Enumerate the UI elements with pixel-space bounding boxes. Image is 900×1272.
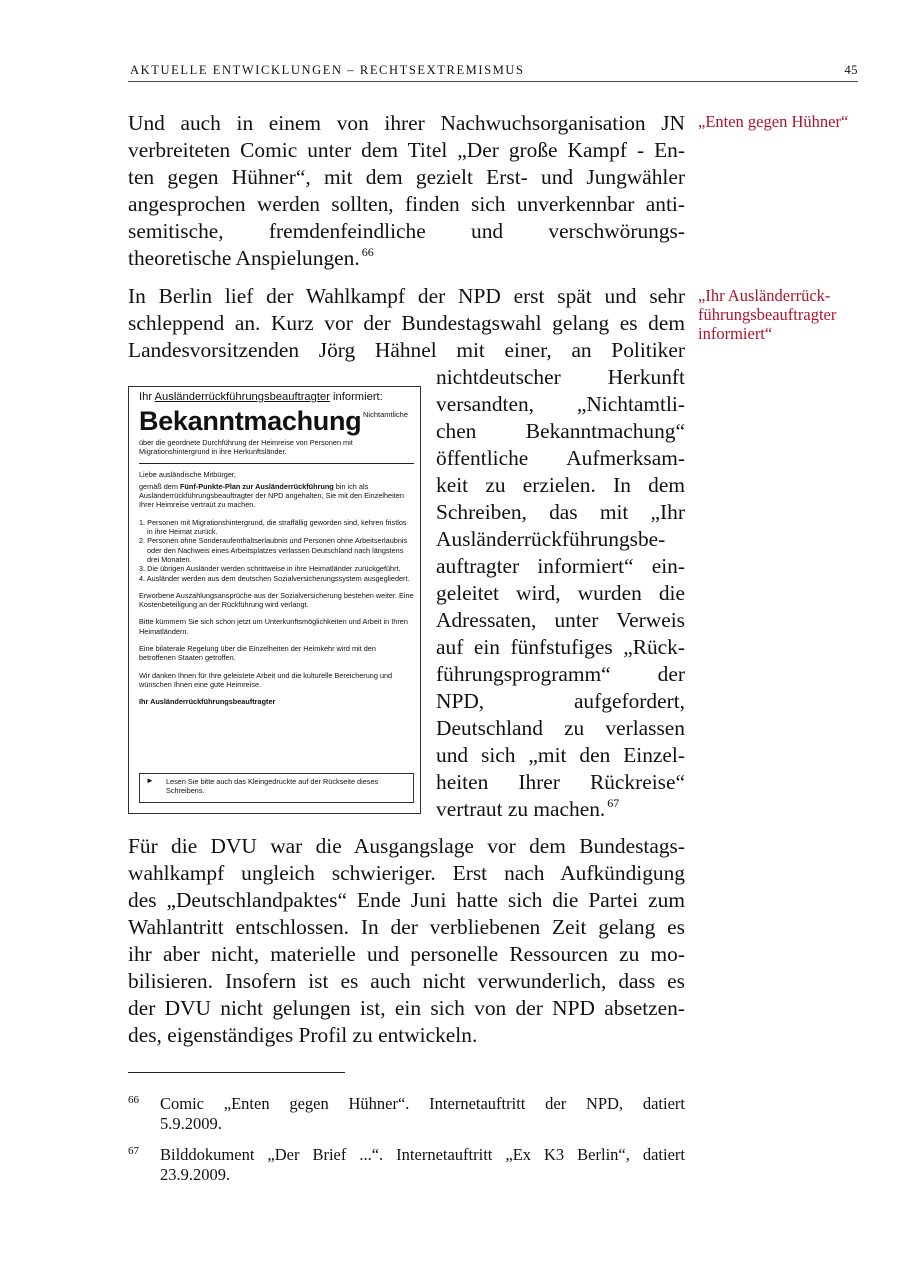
letter-signature: Ihr Ausländerrückführungsbeauftragter — [139, 697, 276, 707]
letter-header-underlined: Ausländerrückführungsbeauftragter — [154, 391, 330, 403]
text-line: Ausländerrückführungsbe- — [436, 527, 666, 551]
text-line-content: vertraut zu machen. — [436, 797, 606, 821]
letter-paragraph: Eine bilaterale Regelung über die Einzelheiten der Heimkehr wird mit den betroffenen Staaten getroffen. — [139, 644, 376, 663]
text-line: keit zu erzielen. In dem — [436, 473, 685, 497]
text-line: Landesvorsitzenden Jörg Hähnel mit einer, an Politiker — [128, 338, 685, 362]
letter-small-label: Nichtamtliche — [362, 410, 408, 419]
footnote-number: 67 — [128, 1145, 139, 1157]
letter-header-suffix: informiert: — [329, 391, 383, 403]
letter-intro — [139, 482, 414, 510]
text-line: verbreiteten Comic unter dem Titel „Der große Kampf - En- — [128, 138, 685, 162]
letter-point: 4. Ausländer werden aus dem deutschen Sozialversicherungssystem ausgegliedert. — [139, 573, 410, 583]
paragraph-3 — [128, 833, 685, 1049]
text-line: Adressaten, unter Verweis — [436, 608, 685, 632]
running-header — [128, 63, 858, 82]
text-line: öffentliche Aufmerksam- — [436, 446, 685, 470]
text-line: ihr aber nicht, materielle und personelle Ressourcen zu mo- — [128, 942, 685, 966]
text-line: versandten, „Nichtamtli- — [436, 392, 685, 416]
footnote-divider — [128, 1072, 345, 1073]
letter-intro-prefix: gemäß dem — [139, 481, 180, 491]
letter-point: 1. Personen mit Migrationshintergrund, die straffällig geworden sind, kehren fristlos in ihre Heimat zurück. — [139, 517, 407, 537]
text-line: bilisieren. Insofern ist es auch nicht verwunderlich, dass es — [128, 969, 685, 993]
text-line: wahlkampf ungleich schwieriger. Erst nach Aufkündigung — [128, 861, 685, 885]
footnote-text — [160, 1094, 685, 1134]
arrow-icon: ► — [146, 776, 154, 785]
text-line: auf ein fünfstufiges „Rück- — [436, 635, 685, 659]
footnote-line: 5.9.2009. — [160, 1114, 222, 1133]
paragraph-2-side-column — [436, 364, 685, 823]
text-line: In Berlin lief der Wahlkampf der NPD erst spät und sehr — [128, 284, 685, 308]
text-line: semitische, fremdenfeindliche und verschwörungs- — [128, 219, 685, 243]
text-line: Für die DVU war die Ausgangslage vor dem Bundestags- — [128, 834, 685, 858]
letter-notice-box — [139, 773, 414, 803]
text-line: Wahlantritt entschlossen. In der verbliebenen Zeit gelang es — [128, 915, 685, 939]
letter-divider — [139, 463, 414, 464]
margin-note-line: führungsbeauftragter — [698, 305, 837, 324]
text-line: des „Deutschlandpaktes“ Ende Juni hatte sich die Partei zum — [128, 888, 685, 912]
text-line — [436, 796, 685, 823]
text-line: Schreiben, das mit „Ihr — [436, 500, 685, 524]
margin-note-line: „Ihr Ausländerrück- — [698, 286, 831, 305]
text-line: heiten Ihrer Rückreise“ — [436, 770, 685, 794]
letter-point: 3. Die übrigen Ausländer werden schrittweise in ihre Heimatländer zurückgeführt. — [139, 564, 401, 574]
letter-points — [139, 518, 414, 583]
text-line — [128, 245, 685, 272]
letter-notice-text: Lesen Sie bitte auch das Kleingedruckte auf der Rückseite dieses Schreibens. — [166, 777, 379, 795]
footnote-number: 66 — [128, 1094, 139, 1106]
text-line: schleppend an. Kurz vor der Bundestagswahl gelang es dem — [128, 311, 685, 335]
text-line: Deutschland zu verlassen — [436, 716, 685, 740]
footnote-line: Bilddokument „Der Brief ...“. Internetauftritt „Ex K3 Berlin“, datiert — [160, 1145, 685, 1164]
text-line: nichtdeutscher Herkunft — [436, 365, 685, 389]
letter-big-title: Bekanntmachung — [139, 406, 362, 436]
text-line: chen Bekanntmachung“ — [436, 419, 685, 443]
text-line: und sich „mit den Einzel- — [436, 743, 685, 767]
footnote-ref-67[interactable]: 67 — [607, 796, 620, 810]
letter-paragraph: Erworbene Auszahlungsansprüche aus der Sozialversicherung bestehen weiter. Eine Kostenbeteiligung an der Rückführung wird verlangt. — [139, 590, 414, 610]
letter-paragraph: Bitte kümmern Sie sich schon jetzt um Unterkunftsmöglichkeiten und Arbeit in Ihren Heimatländern. — [139, 617, 408, 636]
text-line-content: theoretische Anspielungen. — [128, 246, 360, 270]
letter-intro-suffix: bin ich als Ausländerrückführungsbeauftragter der NPD angehalten, Sie mit den Einzelheiten Ihrer Heimreise vertraut zu machen. — [139, 481, 404, 510]
text-line: auftragter informiert“ ein- — [436, 554, 685, 578]
text-line: angesprochen werden sollten, finden sich unverkennbar anti- — [128, 192, 685, 216]
text-line: führungsprogramm“ der — [436, 662, 685, 686]
footnote-line: Comic „Enten gegen Hühner“. Internetauftritt der NPD, datiert — [160, 1094, 685, 1113]
letter-intro-bold: Fünf-Punkte-Plan zur Ausländerrückführung — [179, 481, 334, 491]
margin-note-line: informiert“ — [698, 324, 773, 343]
footnote-ref-66[interactable]: 66 — [361, 245, 374, 259]
letter-header — [139, 391, 414, 403]
letter-content — [139, 391, 414, 795]
letter-image — [128, 386, 421, 814]
paragraph-1 — [128, 110, 685, 272]
paragraph-2 — [128, 283, 685, 364]
text-line: Und auch in einem von ihrer Nachwuchsorganisation JN — [128, 111, 685, 135]
footnote-text — [160, 1145, 685, 1185]
margin-note-1: „Enten gegen Hühner“ — [698, 112, 849, 131]
page-number: 45 — [844, 63, 858, 77]
text-line: geleitet wird, wurden die — [436, 581, 685, 605]
text-line: der DVU nicht gelungen ist, ein sich von der NPD absetzen- — [128, 996, 685, 1020]
text-line: ten gegen Hühner“, mit dem gezielt Erst- und Jungwähler — [128, 165, 685, 189]
letter-paragraph: Wir danken Ihnen für Ihre geleistete Arbeit und die kulturelle Bereicherung und wünschen Ihnen eine gute Heimreise. — [139, 670, 393, 689]
letter-subtitle: über die geordnete Durchführung der Heimreise von Personen mit Migrationshintergrund in ihre Herkunftsländer. — [139, 438, 353, 457]
text-line: des, eigenständiges Profil zu entwickeln. — [128, 1023, 478, 1047]
letter-point: 2. Personen ohne Sonderaufenthaltserlaubnis und Personen ohne Arbeitserlaubnis oder den Nachweis eines Arbeitsplatzes verlassen Deutschland nach längstens drei Monaten. — [139, 536, 408, 564]
running-title: AKTUELLE ENTWICKLUNGEN – RECHTSEXTREMISMUS — [130, 63, 525, 77]
letter-header-prefix: Ihr — [139, 391, 155, 403]
letter-greeting: Liebe ausländische Mitbürger, — [139, 469, 236, 479]
footnote-line: 23.9.2009. — [160, 1165, 231, 1184]
margin-note-2 — [698, 286, 868, 343]
text-line: NPD, aufgefordert, — [436, 689, 685, 713]
